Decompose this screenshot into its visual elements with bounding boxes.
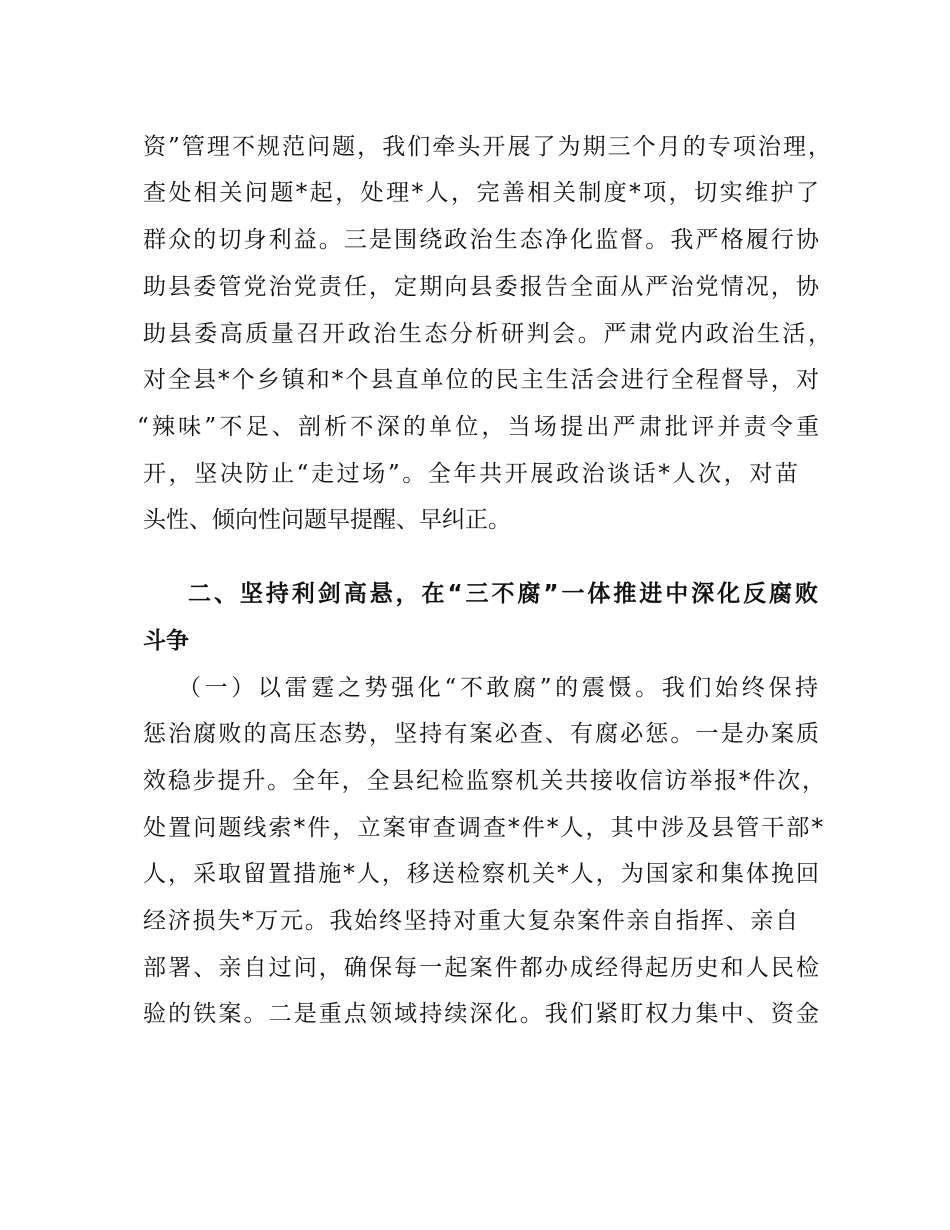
text-line: 验的铁案。二是重点领域持续深化。我们紧盯权力集中、资金: [143, 1001, 819, 1027]
heading-line: 斗争: [143, 628, 189, 654]
text-line: 经济损失*万元。我始终坚持对重大复杂案件亲自指挥、亲自: [143, 908, 798, 934]
text-line: 查处相关问题*起，处理*人，完善相关制度*项，切实维护了: [143, 180, 819, 206]
text-line: 人，采取留置措施*人，移送检察机关*人，为国家和集体挽回: [143, 861, 819, 887]
heading-line: 二、坚持利剑高悬，在“三不腐”一体推进中深化反腐败: [188, 581, 818, 607]
text-line: 开，坚决防止“走过场”。全年共开展政治谈话*人次，对苗: [143, 461, 798, 487]
text-line: 处置问题线索*件，立案审查调查*件*人，其中涉及县管干部*: [143, 815, 823, 841]
text-line: 部署、亲自过问，确保每一起案件都办成经得起历史和人民检: [143, 955, 819, 981]
text-line: （一）以雷霆之势强化“不敢腐”的震慑。我们始终保持: [178, 675, 818, 701]
text-line: 助县委高质量召开政治生态分析研判会。严肃党内政治生活，: [143, 321, 831, 347]
text-line: 效稳步提升。全年，全县纪检监察机关共接收信访举报*件次，: [143, 768, 825, 794]
text-line: 头性、倾向性问题早提醒、早纠正。: [143, 507, 511, 533]
text-line: “辣味”不足、剖析不深的单位，当场提出严肃批评并责令重: [137, 414, 819, 440]
text-line: 助县委管党治党责任，定期向县委报告全面从严治党情况，协: [143, 274, 819, 300]
text-line: 群众的切身利益。三是围绕政治生态净化监督。我严格履行协: [143, 227, 819, 253]
text-line: 惩治腐败的高压态势，坚持有案必查、有腐必惩。一是办案质: [143, 721, 819, 747]
text-line: 资”管理不规范问题，我们牵头开展了为期三个月的专项治理，: [143, 134, 831, 160]
text-line: 对全县*个乡镇和*个县直单位的民主生活会进行全程督导，对: [143, 367, 819, 393]
